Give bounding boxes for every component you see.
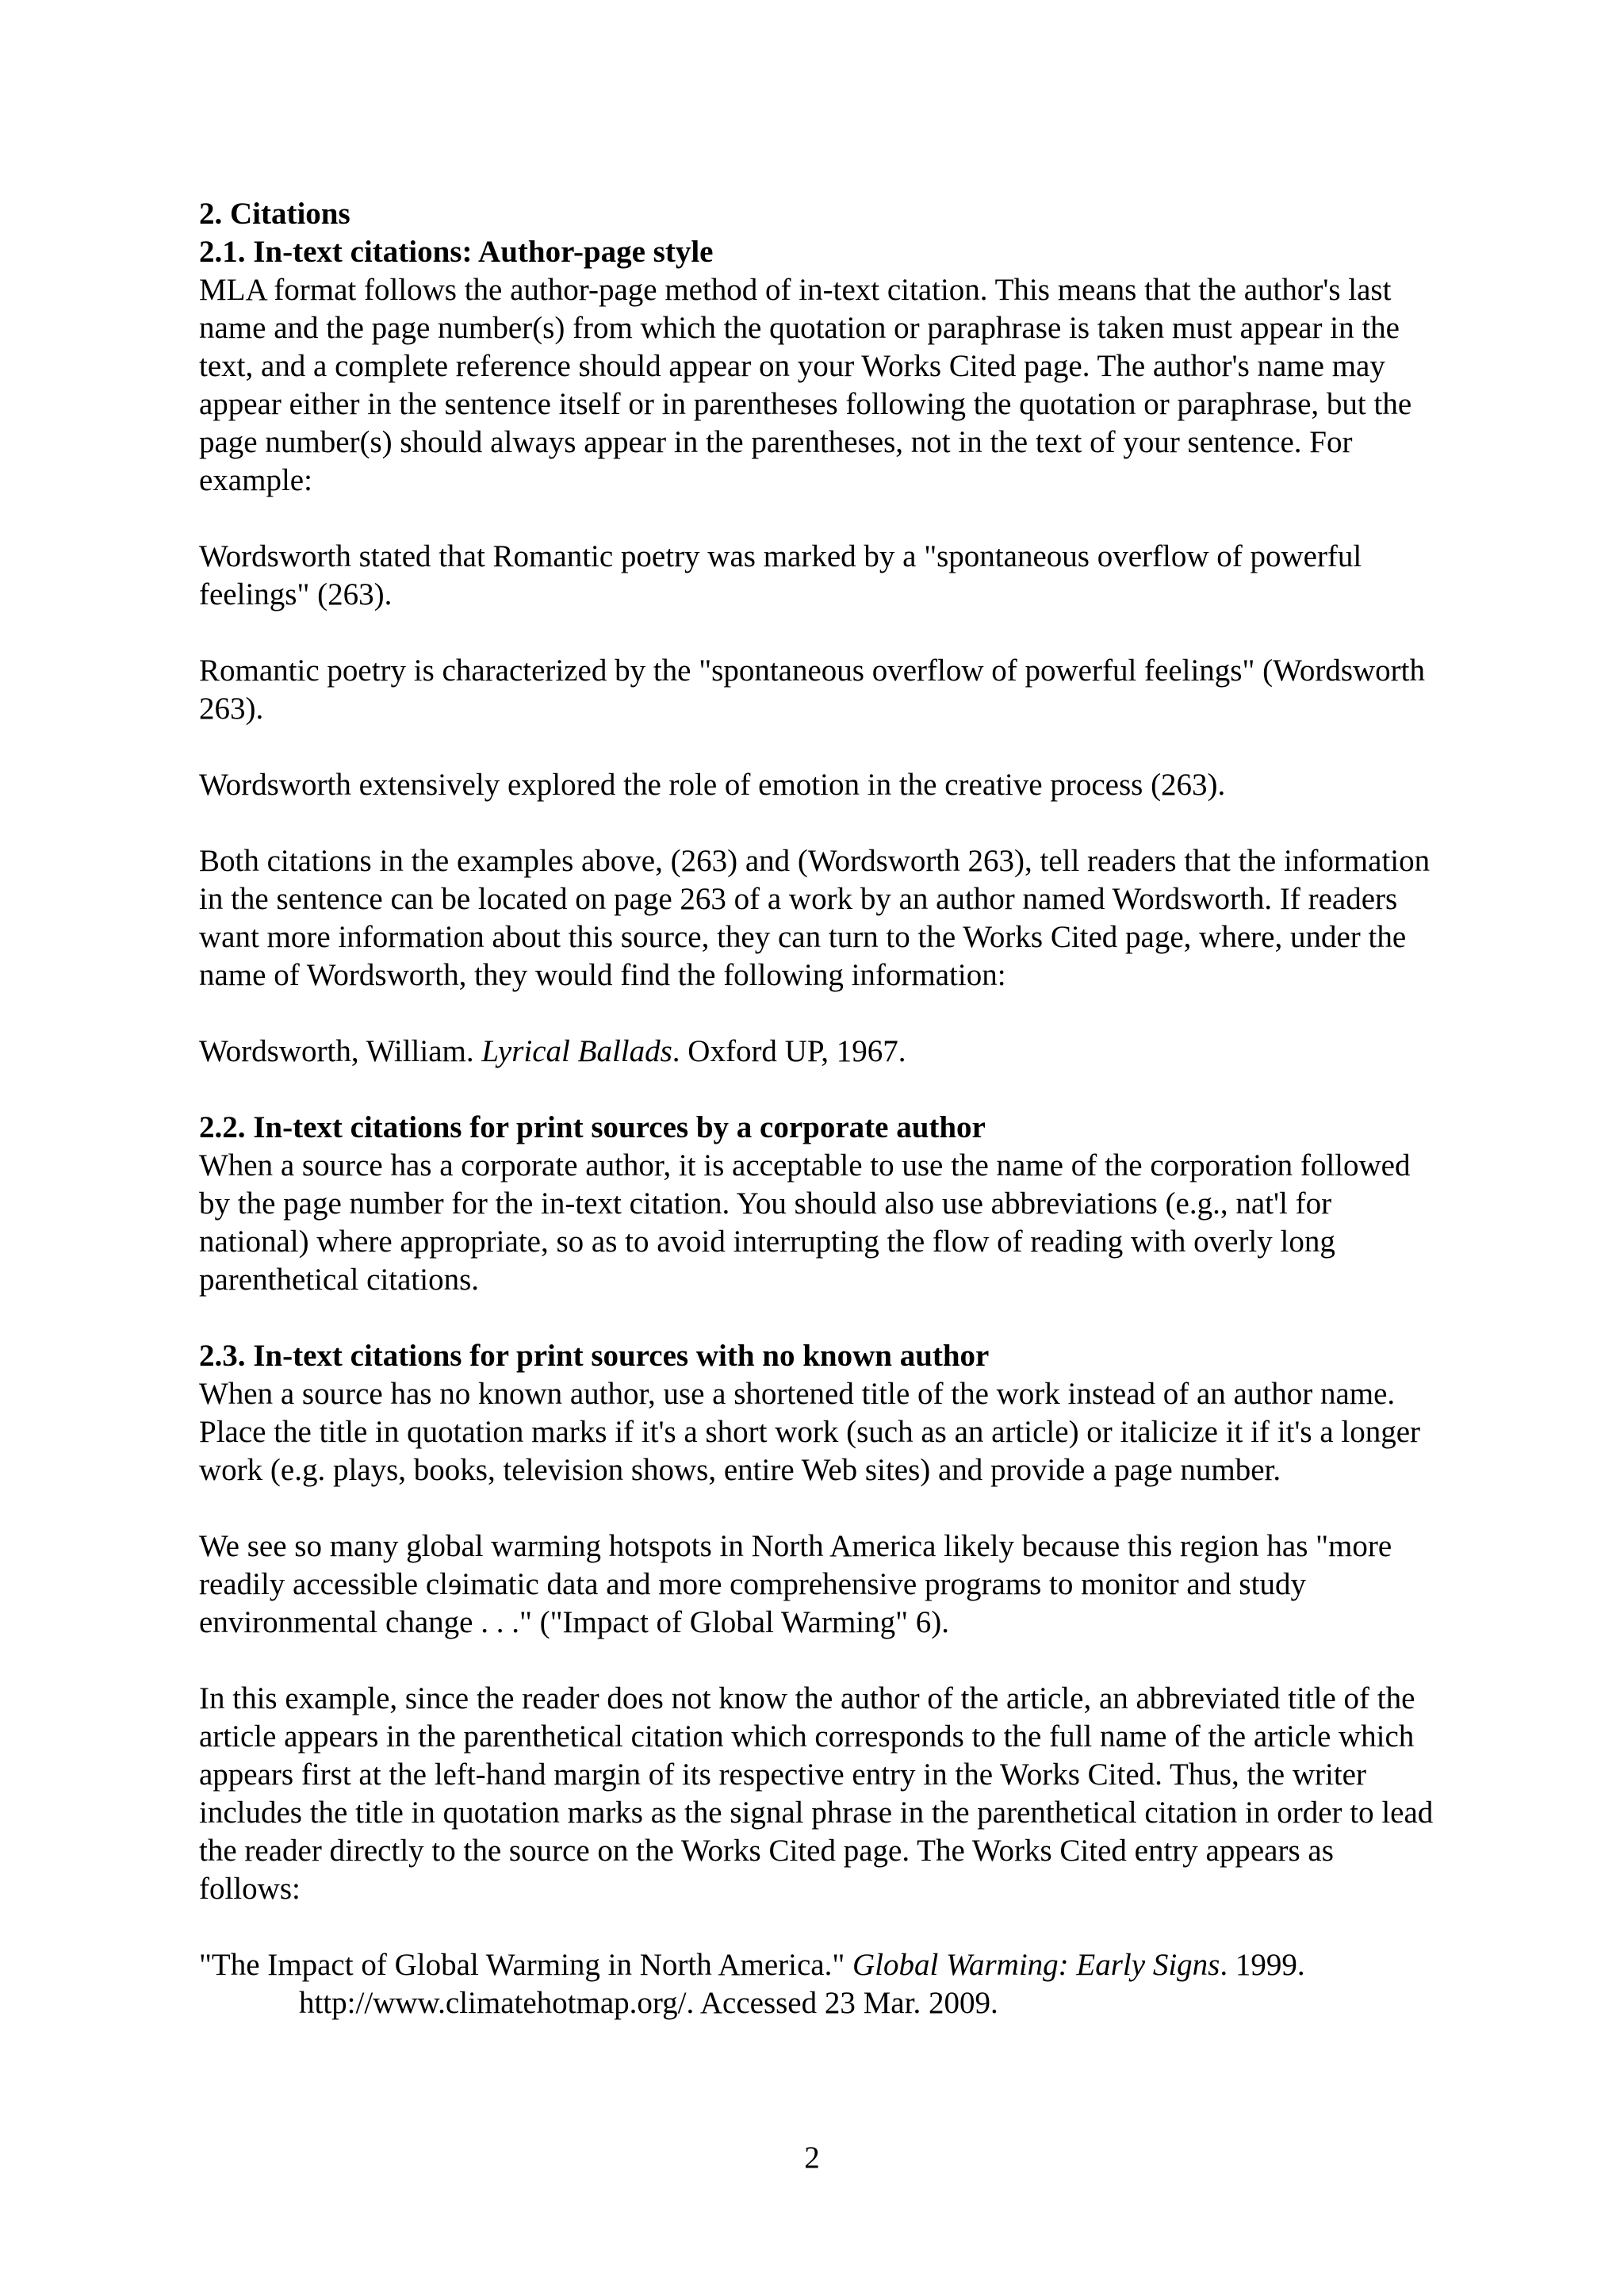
example-citation-2: Romantic poetry is characterized by the "spontaneous overflow of powerful feelings" (Wordsworth 263). [199,654,1425,726]
spacer [199,728,1436,766]
works-cited-publication: . Oxford UP, 1967. [672,1034,906,1068]
spacer [199,1071,1436,1109]
works-cited-entry-global-warming [199,1946,1436,2022]
spacer [199,1299,1436,1337]
works-cited-title: Lyrical Ballads [481,1034,672,1068]
example-citation-3: Wordsworth extensively explored the role of emotion in the creative process (263). [199,768,1226,802]
heading-2-3: 2.3. In-text citations for print sources with no known author [199,1339,990,1373]
heading-2-2: 2.2. In-text citations for print sources by a corporate author [199,1110,986,1144]
spacer [199,1489,1436,1527]
paragraph-no-known-author: When a source has no known author, use a shortened title of the work instead of an author name. Place the title in quotation marks if it's a short work (such as an article) or italicize it if it's a longer work (e.g. plays, books, television shows, entire Web sites) and provide a page number. [199,1377,1421,1487]
example-citation-1: Wordsworth stated that Romantic poetry was marked by a "spontaneous overflow of powerful feelings" (263). [199,539,1362,611]
section-title: 2. Citations [199,197,350,231]
paragraph-abbreviated-title-explanation: In this example, since the reader does not know the author of the article, an abbreviated title of the article appears in the parenthetical citation which corresponds to the full name of the article which appears first at the left-hand margin of its respective entry in the Works Cited. Thus, the writer includes the title in quotation marks as the signal phrase in the parenthetical citation in order to lead the reader directly to the source on the Works Cited page. The Works Cited entry appears as follows: [199,1681,1434,1906]
works-cited-author: Wordsworth, William. [199,1034,474,1068]
works-cited-site-details: . 1999. http://www.climatehotmap.org/. Accessed 23 Mar. 2009. [299,1948,1305,2020]
paragraph-citation-explanation: Both citations in the examples above, (263) and (Wordsworth 263), tell readers that the information in the sentence can be located on page 263 of a work by an author named Wordsworth. If readers want more information about this source, they can turn to the Works Cited page, where, under the name of Wordsworth, they would find the following information: [199,844,1431,992]
heading-2-1: 2.1. In-text citations: Author-page style [199,235,714,269]
spacer [199,804,1436,842]
page-number: 2 [804,2141,820,2175]
spacer [199,500,1436,538]
spacer [199,995,1436,1033]
document-page [199,195,1436,2022]
spacer [199,614,1436,652]
works-cited-article-title: "The Impact of Global Warming in North America." [199,1948,853,1982]
works-cited-entry-wordsworth [199,1033,1436,1071]
example-citation-global-warming: We see so many global warming hotspots in North America likely because this region has "more readily accessible clɘimatic data and more comprehensive programs to monitor and study environmental change . . ." ("Impact of Global Warming" 6). [199,1529,1392,1639]
spacer [199,1908,1436,1946]
spacer [199,1642,1436,1680]
paragraph-author-page-intro: MLA format follows the author-page method of in-text citation. This means that the author's last name and the page number(s) from which the quotation or paraphrase is taken must appear in the text, and a complete reference should appear on your Works Cited page. The author's name may appear either in the sentence itself or in parentheses following the quotation or paraphrase, but the page number(s) should always appear in the parentheses, not in the text of your sentence. For example: [199,273,1412,497]
paragraph-corporate-author: When a source has a corporate author, it is acceptable to use the name of the corporation followed by the page number for the in-text citation. You should also use abbreviations (e.g., nat'l for national) where appropriate, so as to avoid interrupting the flow of reading with overly long parenthetical citations. [199,1148,1411,1297]
works-cited-site-title: Global Warming: Early Signs [852,1948,1220,1982]
